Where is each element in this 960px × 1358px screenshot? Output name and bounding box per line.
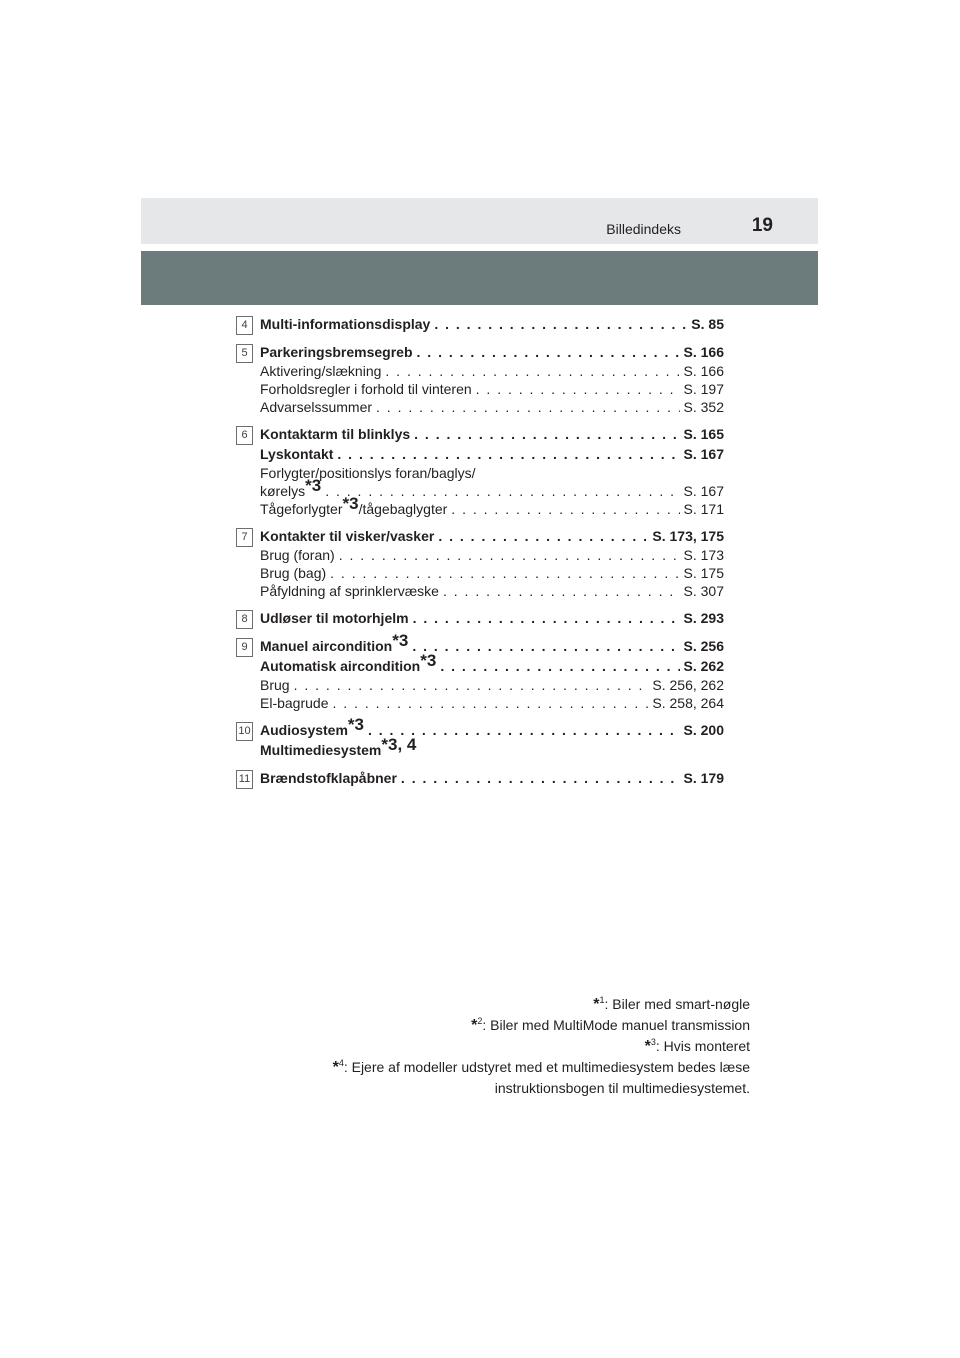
page-header bbox=[141, 198, 818, 244]
index-subentry: kørelys$^{*3}$ . . . S. 167 bbox=[260, 482, 724, 500]
item-number-badge: 4 bbox=[236, 316, 253, 335]
index-subentry: Forholdsregler i forhold til vinteren . . . S. 197 bbox=[260, 380, 724, 398]
item-number-badge: 5 bbox=[236, 344, 253, 363]
index-entry: Automatisk aircondition$^{*3}$ . . . S. 262 bbox=[260, 656, 724, 676]
item-number-badge: 8 bbox=[236, 610, 253, 629]
index-entry: Multimediesystem$^{*3, 4}$ bbox=[260, 735, 417, 758]
footnote: *$^3$: Hvis monteret bbox=[644, 1037, 750, 1055]
index-list bbox=[236, 314, 724, 788]
index-section-5 bbox=[236, 342, 724, 416]
index-entry: Manuel aircondition$^{*3}$ . . . S. 256 bbox=[260, 636, 724, 656]
index-subentry: Påfyldning af sprinklervæske . . . S. 307 bbox=[260, 582, 724, 600]
footnote: *$^2$: Biler med MultiMode manuel transmission bbox=[471, 1016, 750, 1034]
footnote-continuation: instruktionsbogen til multimediesystemet. bbox=[494, 1080, 750, 1096]
footnote: *$^4$: Ejere af modeller udstyret med et multimediesystem bedes læse bbox=[332, 1058, 750, 1076]
index-entry: Lyskontakt . . . S. 167 bbox=[260, 444, 724, 464]
index-subentry: Brug (foran) . . . S. 173 bbox=[260, 546, 724, 564]
index-subentry: Aktivering/slækning . . . S. 166 bbox=[260, 362, 724, 380]
index-section-6 bbox=[236, 424, 724, 518]
item-number-badge: 9 bbox=[236, 638, 253, 657]
index-entry: Multi-informationsdisplay . . . S. 85 bbox=[260, 314, 724, 334]
index-section-7 bbox=[236, 526, 724, 600]
section-band bbox=[141, 251, 818, 305]
index-entry: Parkeringsbremsegreb . . . S. 166 bbox=[260, 342, 724, 362]
index-section-4 bbox=[236, 314, 724, 334]
item-number-badge: 6 bbox=[236, 426, 253, 445]
item-number-badge: 11 bbox=[236, 770, 253, 789]
item-number-badge: 10 bbox=[236, 722, 253, 741]
index-entry: Audiosystem$^{*3}$ . . . S. 200 bbox=[260, 720, 724, 740]
index-entry: Brændstofklapåbner . . . S. 179 bbox=[260, 768, 724, 788]
index-section-9 bbox=[236, 631, 724, 712]
index-section-10 bbox=[236, 715, 724, 760]
section-title: Billedindeks bbox=[606, 221, 681, 237]
index-subentry-text: Forlygter/positionslys foran/baglys/ bbox=[260, 465, 476, 481]
page-number: 19 bbox=[751, 215, 773, 236]
index-subentry: Brug . . . S. 256, 262 bbox=[260, 676, 724, 694]
footnotes bbox=[230, 994, 750, 1099]
index-entry: Kontakter til visker/vasker . . . S. 173, 175 bbox=[260, 526, 724, 546]
index-subentry: Advarselssummer . . . S. 352 bbox=[260, 398, 724, 416]
index-entry: Kontaktarm til blinklys . . . S. 165 bbox=[260, 424, 724, 444]
footnote: *$^1$: Biler med smart-nøgle bbox=[593, 995, 750, 1013]
index-subentry: Tågeforlygter$^{*3}$/tågebaglygter . . . S. 171 bbox=[260, 500, 724, 518]
item-number-badge: 7 bbox=[236, 528, 253, 547]
index-section-11 bbox=[236, 768, 724, 788]
index-subentry: Brug (bag) . . . S. 175 bbox=[260, 564, 724, 582]
index-entry: Udløser til motorhjelm . . . S. 293 bbox=[260, 608, 724, 628]
index-subentry: El-bagrude . . . S. 258, 264 bbox=[260, 694, 724, 712]
index-section-8 bbox=[236, 608, 724, 628]
